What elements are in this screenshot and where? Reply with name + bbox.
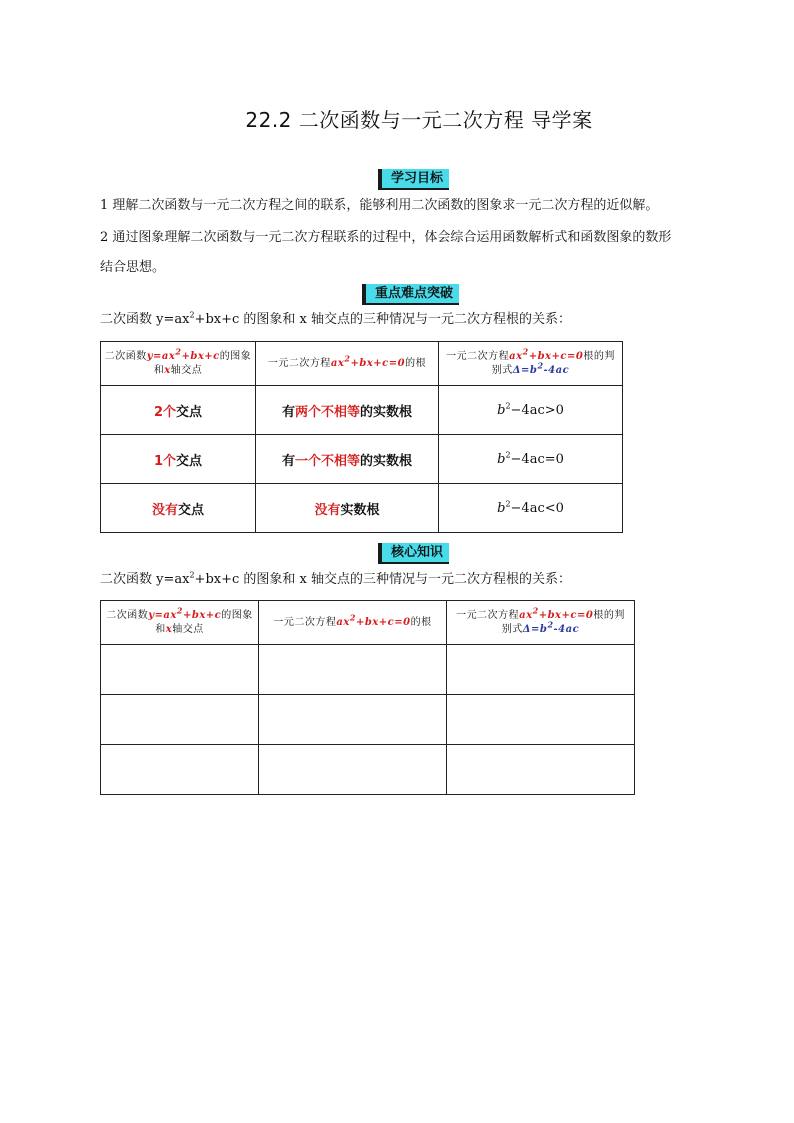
blank-cell[interactable] [447,745,635,795]
page-title: 22.2 二次函数与一元二次方程 导学案 [245,108,593,132]
blank-cell[interactable] [101,745,259,795]
goal-item-1: 1 理解二次函数与一元二次方程之间的联系，能够利用二次函数的图象求一元二次方程的近似解。 [100,198,659,213]
intro-text-2: 二次函数 $y=ax^2+bx+c$ 的图象和 x 轴交点的三种情况与一元二次方程根的关系： [100,570,571,587]
intro-text-1: 二次函数 $y=ax^2+bx+c$ 的图象和 x 轴交点的三种情况与一元二次方程根的关系： [100,310,571,327]
header-cell-discriminant: 一元二次方程$ax^2+bx+c=0$根的判 别式$\Delta=b^2-4ac$ [447,601,635,645]
header-cell-discriminant: 一元二次方程$ax^2+bx+c=0$根的判 别式$\Delta=b^2-4ac$ [439,342,623,386]
cell-intersections: 2个交点 [101,386,256,435]
blank-cell[interactable] [447,695,635,745]
table-row [101,745,635,795]
cell-intersections: 1个交点 [101,435,256,484]
relation-table-blank [100,600,635,795]
cell-discriminant: $b^2-4ac>0$ [439,386,623,435]
blank-cell[interactable] [259,745,447,795]
goal-item-2-line2: 结合思想。 [100,260,166,275]
cell-roots: 有两个不相等的实数根 [256,386,439,435]
table-row [101,484,623,533]
header-cell-graph: 二次函数$y=ax^2+bx+c$的图象 和x轴交点 [101,342,256,386]
table-row [101,695,635,745]
header-cell-graph: 二次函数$y=ax^2+bx+c$的图象 和x轴交点 [101,601,259,645]
section-label-core: 核心知识 [378,543,449,564]
section-label-goals: 学习目标 [378,169,449,190]
cell-intersections: 没有交点 [101,484,256,533]
cell-discriminant: $b^2-4ac=0$ [439,435,623,484]
blank-cell[interactable] [259,645,447,695]
blank-cell[interactable] [447,645,635,695]
header-cell-roots: 一元二次方程$ax^2+bx+c=0$的根 [256,342,439,386]
goal-item-2-line1: 2 通过图象理解二次函数与一元二次方程联系的过程中，体会综合运用函数解析式和函数图象的数形 [100,230,672,245]
relation-table-filled [100,341,623,533]
cell-roots: 没有实数根 [256,484,439,533]
section-label-keypoints: 重点难点突破 [362,284,459,305]
cell-discriminant: $b^2-4ac<0$ [439,484,623,533]
table-header-row [101,342,623,386]
blank-cell[interactable] [259,695,447,745]
cell-roots: 有一个不相等的实数根 [256,435,439,484]
blank-cell[interactable] [101,645,259,695]
table-header-row [101,601,635,645]
blank-cell[interactable] [101,695,259,745]
header-cell-roots: 一元二次方程$ax^2+bx+c=0$的根 [259,601,447,645]
table-row [101,386,623,435]
table-row [101,435,623,484]
table-row [101,645,635,695]
